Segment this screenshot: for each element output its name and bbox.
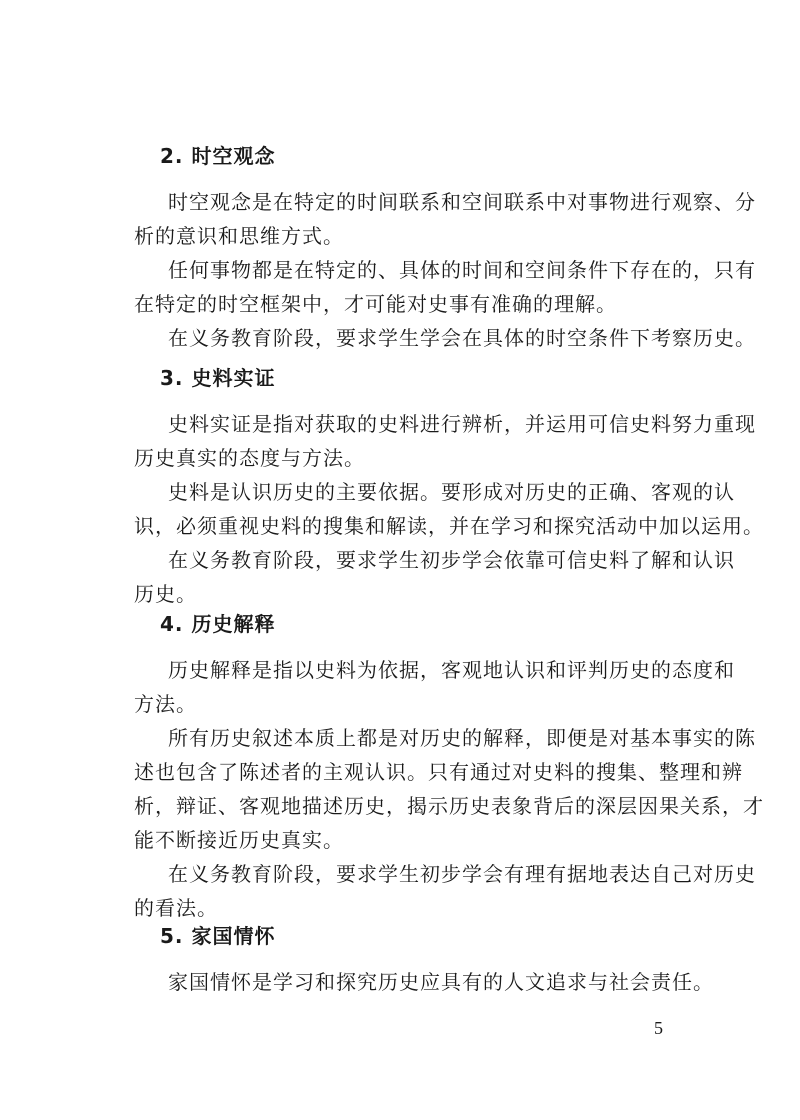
paragraph-line: 在义务教育阶段，要求学生初步学会有理有据地表达自己对历史: [168, 862, 756, 886]
paragraph-line: 在特定的时空框架中，才可能对史事有准确的理解。: [134, 292, 617, 316]
paragraph-line: 析，辩证、客观地描述历史，揭示历史表象背后的深层因果关系，才: [134, 794, 764, 818]
paragraph-line: 史料实证是指对获取的史料进行辨析，并运用可信史料努力重现: [168, 412, 756, 436]
paragraph: [134, 253, 756, 321]
paragraph-line: 的看法。: [134, 896, 218, 920]
paragraph: [134, 407, 756, 475]
paragraph-line: 能不断接近历史真实。: [134, 828, 344, 852]
paragraph-line: 时空观念是在特定的时间联系和空间联系中对事物进行观察、分: [168, 190, 756, 214]
paragraph-line: 历史解释是指以史料为依据，客观地认识和评判历史的态度和: [168, 658, 735, 682]
section-heading-historical-interpretation: 4. 历史解释: [160, 612, 276, 636]
paragraph-line: 述也包含了陈述者的主观认识。只有通过对史料的搜集、整理和辨: [134, 760, 743, 784]
paragraph: [134, 653, 735, 721]
paragraph-line: 任何事物都是在特定的、具体的时间和空间条件下存在的，只有: [168, 258, 756, 282]
section-heading-patriotism: 5. 家国情怀: [160, 924, 276, 948]
paragraph-line: 识，必须重视史料的搜集和解读，并在学习和探究活动中加以运用。: [134, 514, 764, 538]
paragraph: [134, 721, 764, 857]
page-number: 5: [654, 1018, 663, 1038]
paragraph-line: 历史。: [134, 582, 197, 606]
paragraph: [134, 965, 714, 999]
paragraph: [134, 543, 735, 611]
paragraph: [134, 475, 764, 543]
section-heading-historical-evidence: 3. 史料实证: [160, 366, 276, 390]
paragraph-line: 历史真实的态度与方法。: [134, 446, 365, 470]
paragraph-line: 析的意识和思维方式。: [134, 224, 344, 248]
paragraph: [134, 857, 756, 925]
paragraph-line: 所有历史叙述本质上都是对历史的解释，即便是对基本事实的陈: [168, 726, 756, 750]
paragraph-line: 在义务教育阶段，要求学生学会在具体的时空条件下考察历史。: [168, 326, 756, 350]
paragraph-line: 方法。: [134, 692, 197, 716]
paragraph-line: 在义务教育阶段，要求学生初步学会依靠可信史料了解和认识: [168, 548, 735, 572]
paragraph-line: 史料是认识历史的主要依据。要形成对历史的正确、客观的认: [168, 480, 735, 504]
paragraph-line: 家国情怀是学习和探究历史应具有的人文追求与社会责任。: [168, 970, 714, 994]
section-heading-spatiotemporal: 2. 时空观念: [160, 144, 276, 168]
paragraph: [134, 321, 756, 355]
paragraph: [134, 185, 756, 253]
